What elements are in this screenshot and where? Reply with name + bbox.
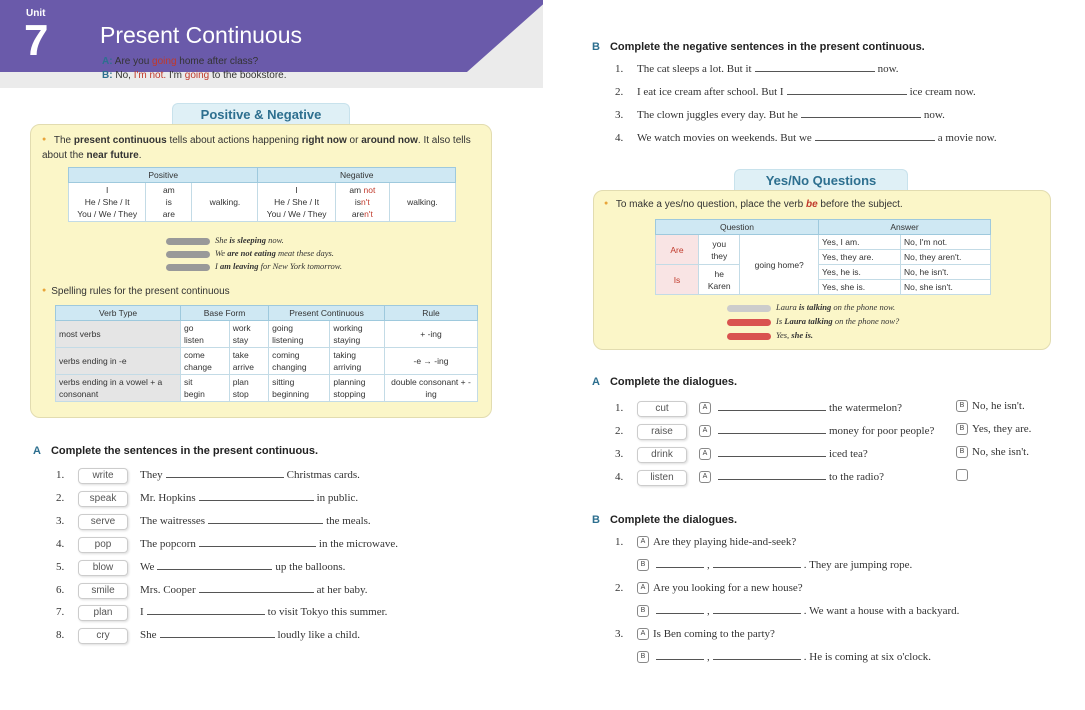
spelling-word: change: [184, 362, 212, 372]
answer-text: No, he isn't.: [972, 400, 1025, 412]
exercise-b-answer: B , . He is coming at six o'clock.: [637, 649, 931, 663]
base-form-cell: [229, 375, 268, 402]
exercise-a-item: [56, 604, 387, 621]
speaker-b-icon: B: [637, 605, 649, 617]
example-near-future: I am leaving for New York tomorrow.: [166, 261, 342, 271]
continuous-cell: [269, 375, 330, 402]
spelling-word: beginning: [272, 389, 309, 399]
spelling-rule: double consonant + -ing: [385, 375, 478, 402]
speaker-b-icon: B: [956, 446, 968, 458]
item-number: 6.: [56, 583, 65, 596]
spelling-intro: ● Spelling rules for the present continuous: [42, 286, 230, 297]
spelling-word: going: [272, 323, 293, 333]
speaker-a-icon: A: [637, 628, 649, 640]
spelling-word: arrive: [232, 362, 254, 372]
spelling-rule: -e → -ing: [385, 348, 478, 375]
sentence-end: up the balloons.: [275, 560, 346, 573]
exercise-a-dialogue-item: [615, 423, 934, 440]
answer-blank-2[interactable]: [713, 649, 801, 660]
answer-blank[interactable]: [718, 400, 826, 411]
answer-blank-2[interactable]: [713, 557, 801, 568]
answer-blank[interactable]: [208, 513, 323, 524]
item-number: 2.: [615, 582, 624, 594]
verb-box: pop: [78, 537, 128, 553]
exercise-a-heading: A Complete the sentences in the present continuous.: [33, 445, 319, 457]
continuous-cell: [330, 348, 385, 375]
sentence-end: now.: [877, 63, 899, 75]
speaker-a-icon: A: [699, 425, 711, 437]
spelling-row: [56, 348, 478, 375]
speaker-a-icon: A: [699, 402, 711, 414]
exercise-b-negative-heading: B Complete the negative sentences in the present continuous.: [592, 41, 925, 53]
spelling-word: stay: [232, 335, 249, 345]
item-number: 1.: [615, 536, 624, 548]
item-number: 5.: [56, 560, 65, 573]
question-text: Are they playing hide-and-seek?: [653, 536, 797, 548]
exercise-b-dialogues-heading: B Complete the dialogues.: [592, 514, 738, 526]
exercise-b-question: [615, 628, 775, 640]
spelling-word: changing: [272, 362, 307, 372]
question-text: Are you looking for a new house?: [653, 582, 803, 594]
exercise-a-dialogue-item: [615, 469, 884, 486]
sentence-start: She: [140, 629, 157, 642]
answer-blank[interactable]: [718, 446, 826, 457]
continuous-cell: [330, 375, 385, 402]
item-number: 3.: [56, 514, 65, 527]
answer-text: No, she isn't.: [972, 446, 1029, 458]
exercise-a-item: [56, 536, 398, 553]
exercise-a-dialogue-item: [615, 400, 902, 417]
question-end: to the radio?: [829, 471, 884, 483]
spelling-table: Verb Type Base Form Present Continuous Rule most verbs go listen work stay going listening working staying + -ing verbs ending in -e come change take arrive coming changing taking arriving -e → -ing verbs ending in a vowel + a consonant sit begin plan stop sitting beginning planning stopping double consonant + -ing: [55, 305, 478, 402]
verb-type: verbs ending in -e: [56, 348, 181, 375]
sentence-start: I eat ice cream after school. But I: [637, 86, 784, 98]
base-form-cell: [229, 348, 268, 375]
sentence-start: We: [140, 560, 155, 573]
verb-box: cry: [78, 628, 128, 644]
item-number: 2.: [615, 425, 624, 437]
sentence-end: at her baby.: [316, 583, 368, 596]
verb-box: raise: [637, 424, 687, 440]
sentence-end: Christmas cards.: [286, 469, 360, 481]
answer-blank[interactable]: [718, 469, 826, 480]
item-number: 3.: [615, 109, 624, 121]
spelling-word: sit: [184, 377, 193, 387]
answer-blank[interactable]: [755, 61, 875, 72]
sentence-end: in public.: [316, 491, 359, 504]
answer-blank[interactable]: [199, 582, 314, 593]
verb-box: plan: [78, 605, 128, 621]
spelling-word: come: [184, 350, 205, 360]
exercise-a-item: [56, 513, 371, 530]
verb-type: most verbs: [56, 321, 181, 348]
spelling-word: stopping: [333, 389, 366, 399]
yesno-example-answer: Yes, she is.: [727, 330, 813, 340]
sentence-start: They: [140, 469, 163, 481]
sentence-end: ice cream now.: [909, 86, 976, 98]
question-text: Is Ben coming to the party?: [653, 628, 775, 640]
exercise-a-answer: [956, 469, 972, 481]
exercise-b-question: [615, 536, 796, 548]
unit-number: 7: [24, 16, 49, 65]
base-form-cell: [181, 321, 230, 348]
sentence-start: The clown juggles every day. But he: [637, 109, 798, 121]
exercise-a-item: [56, 467, 360, 484]
item-number: 1.: [615, 63, 624, 75]
base-form-cell: [181, 375, 230, 402]
sentence-end: a movie now.: [937, 132, 997, 144]
header-example-b: B: No, I'm not. I'm going to the bookstore.: [102, 70, 287, 81]
tab-yes-no-questions: Yes/No Questions: [734, 169, 908, 192]
sentence-start: Mrs. Cooper: [140, 583, 196, 596]
item-number: 7.: [56, 606, 65, 619]
question-end: money for poor people?: [829, 425, 935, 437]
question-end: iced tea?: [829, 448, 868, 460]
sentence-end: the meals.: [326, 514, 371, 527]
table-header-positive: Positive: [69, 168, 258, 183]
spelling-word: listening: [272, 335, 304, 345]
answer-blank[interactable]: [801, 107, 921, 118]
page-title: Present Continuous: [100, 22, 303, 48]
exercise-b-answer: B , . They are jumping rope.: [637, 557, 912, 571]
speaker-b-icon: B: [637, 559, 649, 571]
question-end: the watermelon?: [829, 402, 902, 414]
yesno-example-question: Is Laura talking on the phone now?: [727, 316, 899, 326]
item-number: 1.: [615, 402, 624, 414]
example-around-now: We are not eating meat these days.: [166, 248, 334, 258]
speaker-b-icon: B: [956, 423, 968, 435]
item-number: 3.: [615, 448, 624, 460]
answer-blank-2[interactable]: [713, 603, 801, 614]
yes-no-table: Question Answer Are you they going home? Yes, I am. No, I'm not. Yes, they are. No, they aren't. Is he Karen Yes, he is. No, he isn't. Yes, she is. No, she isn't.: [655, 219, 991, 295]
item-number: 8.: [56, 629, 65, 642]
verb-box: serve: [78, 514, 128, 530]
spelling-word: go: [184, 323, 194, 333]
yesno-example-statement: Laura is talking on the phone now.: [727, 302, 895, 312]
sentence-start: We watch movies on weekends. But we: [637, 132, 812, 144]
tab-positive-negative: Positive & Negative: [172, 103, 350, 126]
item-number: 4.: [615, 471, 624, 483]
header-example-a: A: Are you going home after class?: [102, 56, 259, 67]
sentence-end: in the microwave.: [318, 537, 399, 550]
positive-negative-table: Positive Negative I He / She / It You / We / They am is are walking. I He / She / It You / We / They am not isn't aren't walking.: [68, 167, 456, 222]
item-number: 4.: [56, 537, 65, 550]
yesno-intro: ● To make a yes/no question, place the verb be before the subject.: [604, 199, 903, 210]
exercise-b-answer: B , . We want a house with a backyard.: [637, 603, 959, 617]
answer-blank[interactable]: [166, 467, 284, 478]
sentence-start: Mr. Hopkins: [140, 491, 196, 504]
verb-type: verbs ending in a vowel + a consonant: [56, 375, 181, 402]
answer-tail: He is coming at six o'clock.: [809, 651, 931, 663]
speaker-a-icon: A: [699, 448, 711, 460]
verb-box: write: [78, 468, 128, 484]
sentence-start: The cat sleeps a lot. But it: [637, 63, 752, 75]
verb-box: cut: [637, 401, 687, 417]
answer-tail: They are jumping rope.: [809, 559, 913, 571]
answer-blank[interactable]: [147, 604, 265, 615]
spelling-row: [56, 375, 478, 402]
exercise-b-negative-item: [615, 107, 945, 121]
speaker-b-icon: B: [637, 651, 649, 663]
continuous-cell: [269, 348, 330, 375]
speaker-b-icon: B: [956, 400, 968, 412]
sentence-end: to visit Tokyo this summer.: [267, 606, 388, 619]
item-number: 4.: [615, 132, 624, 144]
table-header-negative: Negative: [258, 168, 456, 183]
spelling-word: coming: [272, 350, 300, 360]
answer-blank[interactable]: [787, 84, 907, 95]
sentence-start: I: [140, 606, 144, 619]
item-number: 3.: [615, 628, 624, 640]
answer-text: Yes, they are.: [972, 423, 1032, 435]
exercise-a-item: [56, 582, 368, 599]
unit-label: Unit: [26, 8, 46, 19]
spelling-word: listen: [184, 335, 204, 345]
answer-blank[interactable]: [815, 130, 935, 141]
speaker-a-icon: A: [637, 582, 649, 594]
exercise-a-answer: [956, 423, 1031, 435]
spelling-word: working: [333, 323, 363, 333]
spelling-row: [56, 321, 478, 348]
sentence-start: The waitresses: [140, 514, 206, 527]
exercise-a-dialogues-heading: A Complete the dialogues.: [592, 376, 738, 388]
verb-box: smile: [78, 583, 128, 599]
answer-blank[interactable]: [199, 536, 316, 547]
continuous-cell: [330, 321, 385, 348]
exercise-a-item: [56, 627, 360, 644]
item-number: 2.: [615, 86, 624, 98]
item-number: 1.: [56, 469, 65, 481]
spelling-word: work: [232, 323, 251, 333]
spelling-word: staying: [333, 335, 361, 345]
exercise-b-negative-item: [615, 61, 899, 75]
spelling-word: taking: [333, 350, 357, 360]
sentence-end: loudly like a child.: [277, 629, 360, 642]
spelling-word: take: [232, 350, 249, 360]
exercise-b-negative-item: [615, 130, 997, 144]
answer-blank-1[interactable]: [656, 603, 704, 614]
base-form-cell: [181, 348, 230, 375]
spelling-word: plan: [232, 377, 249, 387]
answer-blank-1[interactable]: [656, 649, 704, 660]
spelling-word: planning: [333, 377, 366, 387]
posneg-intro: ● The present continuous tells about actions happening right now or around now. It also tells about the near future.: [42, 134, 482, 163]
speaker-a-icon: A: [699, 471, 711, 483]
answer-tail: We want a house with a backyard.: [809, 605, 960, 617]
spelling-rule: + -ing: [385, 321, 478, 348]
answer-blank[interactable]: [160, 627, 275, 638]
verb-box: drink: [637, 447, 687, 463]
answer-blank[interactable]: [157, 559, 272, 570]
spelling-word: arriving: [333, 362, 362, 372]
sentence-start: The popcorn: [140, 537, 196, 550]
exercise-a-dialogue-item: [615, 446, 868, 463]
spelling-word: begin: [184, 389, 205, 399]
exercise-a-item: [56, 559, 345, 576]
exercise-a-answer: [956, 446, 1029, 458]
speaker-a-icon: A: [637, 536, 649, 548]
exercise-b-negative-item: [615, 84, 976, 98]
example-now: She is sleeping now.: [166, 235, 284, 245]
speaker-b-icon: [956, 469, 968, 481]
spelling-word: stop: [232, 389, 249, 399]
verb-box: speak: [78, 491, 128, 507]
exercise-a-item: [56, 490, 358, 507]
exercise-b-question: [615, 582, 803, 594]
verb-box: listen: [637, 470, 687, 486]
verb-box: blow: [78, 560, 128, 576]
exercise-a-answer: [956, 400, 1025, 412]
answer-blank[interactable]: [718, 423, 826, 434]
answer-blank[interactable]: [199, 490, 314, 501]
base-form-cell: [229, 321, 268, 348]
spelling-word: sitting: [272, 377, 295, 387]
answer-blank-1[interactable]: [656, 557, 704, 568]
continuous-cell: [269, 321, 330, 348]
sentence-end: now.: [923, 109, 945, 121]
item-number: 2.: [56, 491, 65, 504]
